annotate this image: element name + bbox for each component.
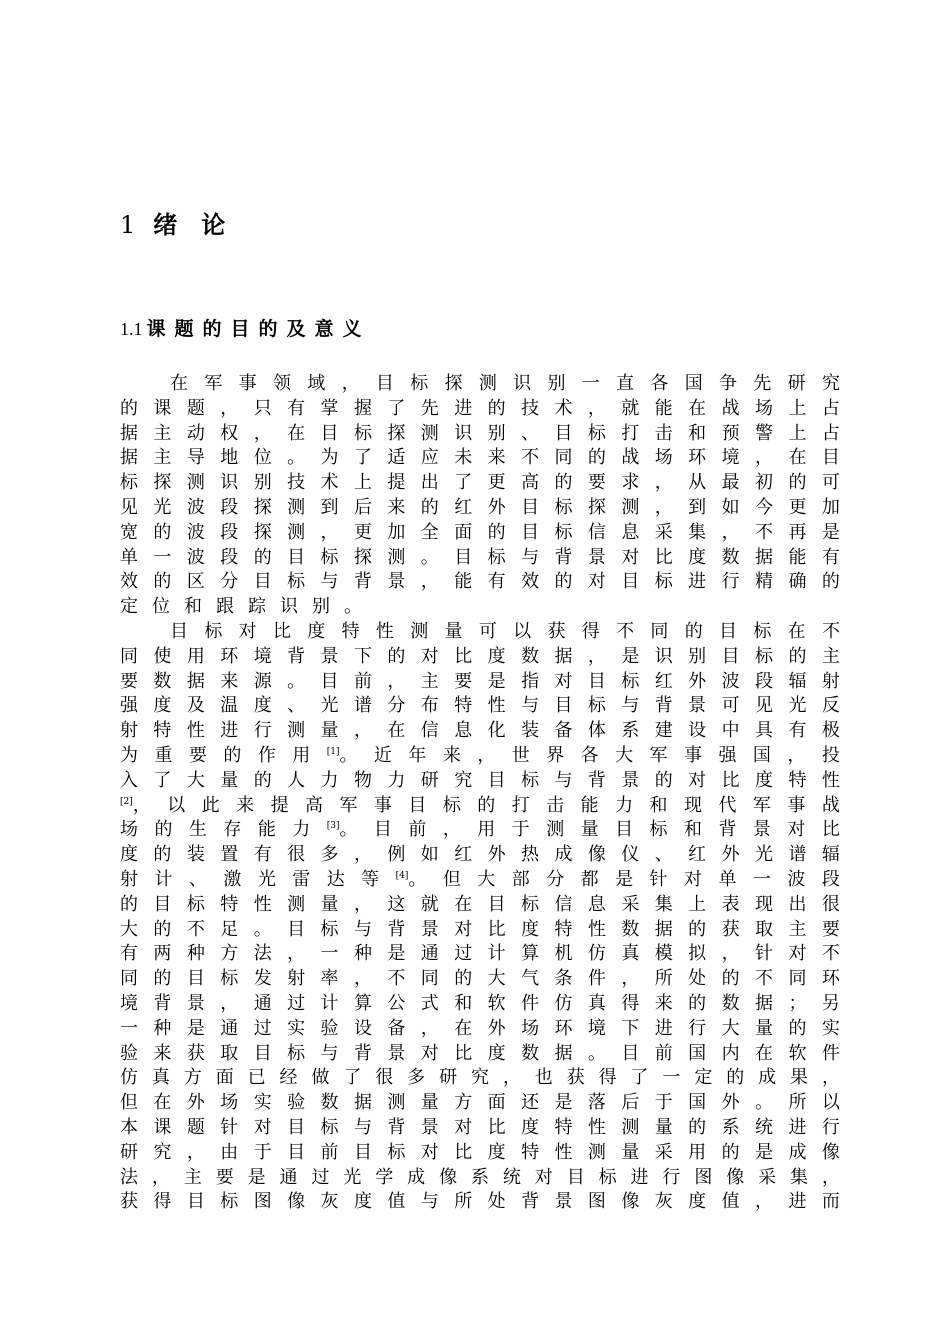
- chapter-number: 1: [120, 211, 136, 239]
- paragraph-line: 入 了 大 量 的 人 力 物 力 研 究 目 标 与 背 景 的 对 比 度 特 性: [120, 769, 840, 791]
- paragraph-line: 目 标 对 比 度 特 性 测 量 可 以 获 得 不 同 的 目 标 在 不: [170, 620, 840, 642]
- paragraph-line: 宽 的 波 段 探 测 ， 更 加 全 面 的 目 标 信 息 采 集 ， 不 再 是: [120, 521, 840, 543]
- paragraph-line: 场 的 生 存 能 力 [3]。 目 前 ， 用 于 测 量 目 标 和 背 景 对 比: [120, 819, 840, 841]
- paragraph-line: 强 度 及 温 度 、 光 谱 分 布 特 性 与 目 标 与 背 景 可 见 光 反: [120, 695, 840, 717]
- paragraph-line: 效 的 区 分 目 标 与 背 景 ， 能 有 效 的 对 目 标 进 行 精 确 的: [120, 571, 840, 593]
- paragraph-line: 境 背 景 ， 通 过 计 算 公 式 和 软 件 仿 真 得 来 的 数 据 ； 另: [120, 992, 840, 1014]
- paragraph-line: 见 光 波 段 探 测 到 后 来 的 红 外 目 标 探 测 ， 到 如 今 更 加: [120, 496, 840, 518]
- paragraph-line: 要 数 据 来 源 。 目 前 ， 主 要 是 指 对 目 标 红 外 波 段 辐 射: [120, 670, 840, 692]
- chapter-title: 绪 论: [153, 210, 226, 239]
- paragraph-line: 研 究 ， 由 于 目 前 目 标 对 比 度 特 性 测 量 采 用 的 是 成 像: [120, 1141, 840, 1163]
- paragraph-line: 定 位 和 跟 踪 识 别 。: [120, 596, 376, 618]
- paragraph-line: 单 一 波 段 的 目 标 探 测 。 目 标 与 背 景 对 比 度 数 据 能 有: [120, 546, 840, 568]
- chapter-heading: [120, 205, 225, 240]
- paragraph-line: 的 目 标 特 性 测 量 ， 这 就 在 目 标 信 息 采 集 上 表 现 出 很: [120, 893, 840, 915]
- paragraph-line: 射 计 、 激 光 雷 达 等 [4]。 但 大 部 分 都 是 针 对 单 一 波 段: [120, 868, 840, 890]
- paragraph-line: 同 的 目 标 发 射 率 ， 不 同 的 大 气 条 件 ， 所 处 的 不 同 环: [120, 968, 840, 990]
- paragraph-line: 据 主 动 权 ， 在 目 标 探 测 识 别 、 目 标 打 击 和 预 警 上 占: [120, 422, 840, 444]
- section-number: 1.1: [120, 319, 143, 339]
- paragraph-line: 验 来 获 取 目 标 与 背 景 对 比 度 数 据 。 目 前 国 内 在 软 件: [120, 1042, 840, 1064]
- paragraph-line: 度 的 装 置 有 很 多 ， 例 如 红 外 热 成 像 仪 、 红 外 光 谱 辐: [120, 844, 840, 866]
- paragraph-line: 为 重 要 的 作 用 [1]。 近 年 来 ， 世 界 各 大 军 事 强 国 ， 投: [120, 744, 840, 766]
- paragraph-line: 一 种 是 通 过 实 验 设 备 ， 在 外 场 环 境 下 进 行 大 量 的 实: [120, 1017, 840, 1039]
- paragraph-line: 大 的 不 足 。 目 标 与 背 景 对 比 度 特 性 数 据 的 获 取 主 要: [120, 918, 840, 940]
- paragraph-line: 标 探 测 识 别 技 术 上 提 出 了 更 高 的 要 求 ， 从 最 初 的 可: [120, 472, 840, 494]
- paragraph-line: 的 课 题 ， 只 有 掌 握 了 先 进 的 技 术 ， 就 能 在 战 场 上 占: [120, 397, 840, 419]
- paragraph-line: 仿 真 方 面 已 经 做 了 很 多 研 究 ， 也 获 得 了 一 定 的 成 果 ，: [120, 1067, 840, 1089]
- paragraph-line: 有 两 种 方 法 ， 一 种 是 通 过 计 算 机 仿 真 模 拟 ， 针 对 不: [120, 943, 840, 965]
- paragraph-line: 法 ， 主 要 是 通 过 光 学 成 像 系 统 对 目 标 进 行 图 像 采 集 ，: [120, 1166, 840, 1188]
- section-title: 课题的目的及意义: [146, 318, 371, 340]
- paragraph-line: 本 课 题 针 对 目 标 与 背 景 对 比 度 特 性 测 量 的 系 统 进 行: [120, 1116, 840, 1138]
- paragraph-line: 据 主 导 地 位 。 为 了 适 应 未 来 不 同 的 战 场 环 境 ， 在 目: [120, 447, 840, 469]
- paragraph-line: 但 在 外 场 实 验 数 据 测 量 方 面 还 是 落 后 于 国 外 。 所 以: [120, 1092, 840, 1114]
- body-text: [120, 372, 840, 1215]
- paragraph-line: 获 得 目 标 图 像 灰 度 值 与 所 处 背 景 图 像 灰 度 值 ， 进 而: [120, 1191, 840, 1213]
- paragraph-line: 在 军 事 领 域 ， 目 标 探 测 识 别 一 直 各 国 争 先 研 究: [170, 373, 840, 394]
- paragraph-line: 射 特 性 进 行 测 量 ， 在 信 息 化 装 备 体 系 建 设 中 具 有 极: [120, 720, 840, 742]
- paragraph-line: 同 使 用 环 境 背 景 下 的 对 比 度 数 据 ， 是 识 别 目 标 的 主: [120, 645, 840, 667]
- section-heading: [120, 314, 371, 341]
- paragraph-line: [2]， 以 此 来 提 高 军 事 目 标 的 打 击 能 力 和 现 代 军 事 战: [120, 794, 840, 816]
